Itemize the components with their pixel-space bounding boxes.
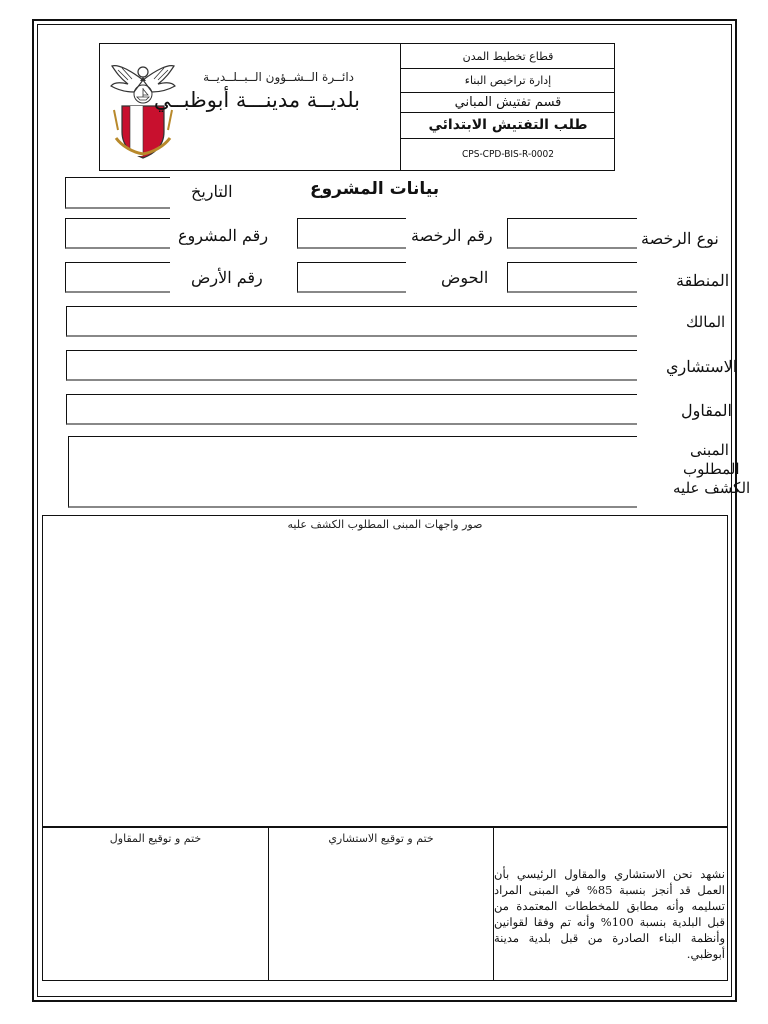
owner-label: المالك [686,313,726,331]
section-name: قسم تفتيش المباني [401,93,615,113]
consultant-label: الاستشاري [666,357,738,376]
building-label-line3: الكشف عليه [673,479,751,497]
contractor-field[interactable] [66,394,637,425]
contractor-signature-caption: ختم و توقيع المقاول [109,832,202,845]
declaration-text: نشهد نحن الاستشاري والمقاول الرئيسي بأن العمل قد أنجز بنسبة 85% في المبنى المراد تسليمه وأنه مطابق للمخططات المعتمدة من قبل البلدية بنسبة 100% وأنه تم وفقا لقوانين وأنظمة البناء الصادرة من قبل بلدية مدينة أبوظبي. [494,867,725,961]
license-no-label: رقم الرخصة [411,226,493,245]
owner-field[interactable] [66,306,637,337]
area-label: المنطقة [676,271,730,290]
contractor-signature-cell[interactable] [43,828,269,980]
logo-area [100,44,400,170]
header-info-block [401,44,615,170]
sector-name: قطاع تخطيط المدن [401,44,615,69]
project-no-label: رقم المشروع [178,226,269,245]
contractor-label: المقاول [681,401,732,420]
form-header [99,43,615,171]
basin-label: الحوض [441,268,489,287]
basin-field[interactable] [297,262,406,293]
consultant-signature-caption: ختم و توقيع الاستشاري [328,832,434,845]
plot-no-label: رقم الأرض [191,268,263,287]
building-field[interactable] [68,436,637,508]
building-label-line1: المبنى [690,441,729,459]
photos-caption: صور واجهات المبنى المطلوب الكشف عليه [287,518,483,531]
form-code: CPS-CPD-BIS-R-0002 [462,149,554,160]
administration-name: إدارة تراخيص البناء [401,69,615,93]
consultant-field[interactable] [66,350,637,381]
declaration-cell [494,828,729,980]
building-label-line2: المطلوب [683,460,740,478]
department-name: دائــرة الــشــؤون الــبــلــديــة [203,70,354,84]
form-title: طلب التفتيش الابتدائي [401,113,615,139]
date-label: التاريخ [191,182,233,201]
license-type-label: نوع الرخصة [641,229,719,248]
project-data-title: بيانات المشروع [310,179,440,199]
project-no-field[interactable] [65,218,170,249]
license-no-field[interactable] [297,218,406,249]
license-type-field[interactable] [507,218,637,249]
area-field[interactable] [507,262,637,293]
consultant-signature-cell[interactable] [269,828,494,980]
municipality-name: بلديــة مدينـــة أبوظبــي [153,88,360,112]
building-photos-area[interactable] [42,515,728,827]
signatures-table [42,827,728,981]
plot-no-field[interactable] [65,262,170,293]
date-field[interactable] [65,177,170,209]
